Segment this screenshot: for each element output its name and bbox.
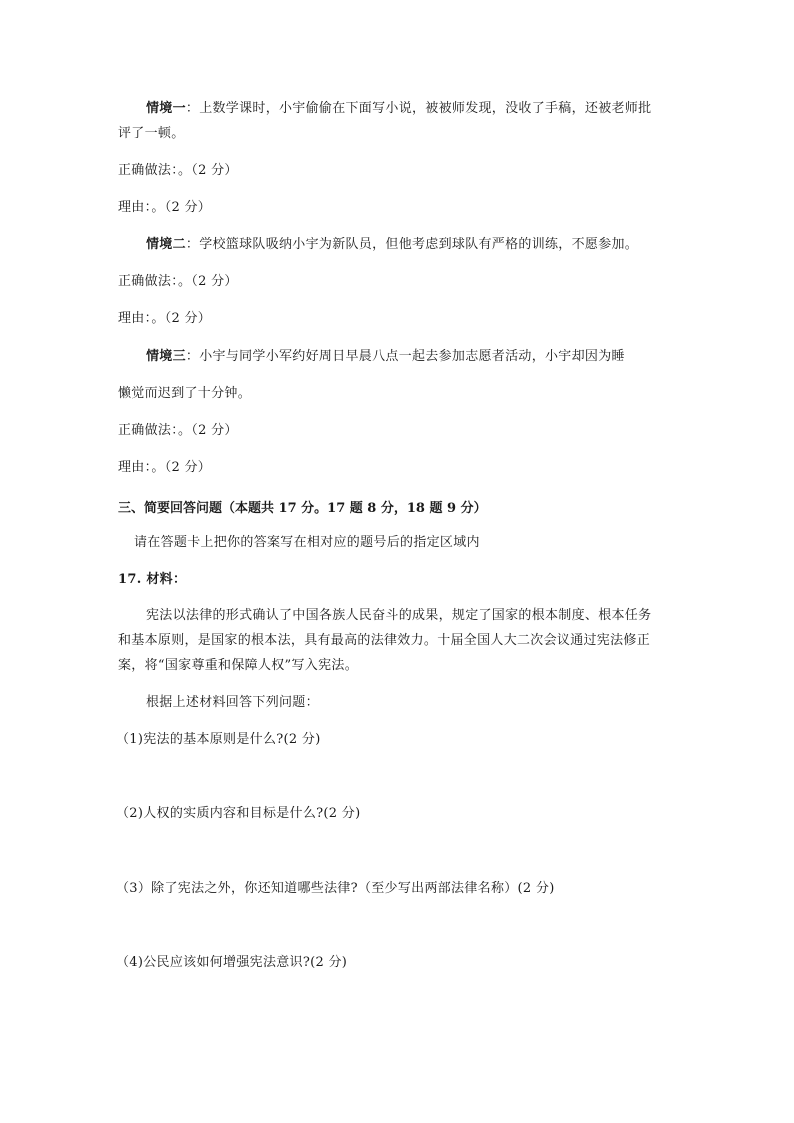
q17-sub2: （2)人权的实质内容和目标是什么?(2 分) xyxy=(116,806,361,821)
scenario1-line2: 评了一顿。 xyxy=(118,126,185,141)
scenario3-correct: 正确做法：。（2 分） xyxy=(118,423,238,438)
q17-sub4: （4)公民应该如何增强宪法意识?(2 分) xyxy=(116,955,348,970)
scenario1-label: 情境一 xyxy=(146,101,186,116)
scenario2-reason: 理由：。（2 分） xyxy=(118,311,212,326)
scenario2-label: 情境二 xyxy=(146,237,186,252)
q17-sub1: （1)宪法的基本原则是什么?(2 分) xyxy=(116,732,321,747)
scenario1-correct: 正确做法：。（2 分） xyxy=(118,163,238,178)
section3-heading: 三、简要回答问题（本题共 17 分。17 题 8 分，18 题 9 分） xyxy=(118,501,487,516)
q17-material-line3: 案，将“国家尊重和保障人权”写入宪法。 xyxy=(118,658,358,673)
q17-material-line1: 宪法以法律的形式确认了中国各族人民奋斗的成果，规定了国家的根本制度、根本任务 xyxy=(146,608,652,623)
q17-prompt: 根据上述材料回答下列问题： xyxy=(146,695,319,710)
section3-instruction: 请在答题卡上把你的答案写在相对应的题号后的指定区域内 xyxy=(134,535,480,550)
scenario2-correct: 正确做法：。（2 分） xyxy=(118,274,238,289)
q17-title: 17. 材料： xyxy=(118,572,187,587)
scenario2-line1 xyxy=(146,237,638,253)
scenario2-text1: ：学校篮球队吸纳小宇为新队员，但他考虑到球队有严格的训练，不愿参加。 xyxy=(185,237,639,252)
scenario1-line1 xyxy=(146,101,651,117)
scenario1-text1: ：上数学课时，小宇偷偷在下面写小说，被被师发现，没收了手稿，还被老师批 xyxy=(185,101,652,116)
scenario3-line1 xyxy=(146,349,625,365)
q17-material-line2: 和基本原则，是国家的根本法，具有最高的法律效力。十届全国人大二次会议通过宪法修正 xyxy=(118,633,651,648)
scenario3-reason: 理由：。（2 分） xyxy=(118,460,212,475)
scenario3-label: 情境三 xyxy=(146,349,186,364)
scenario3-text1: ：小宇与同学小军约好周日早晨八点一起去参加志愿者活动，小宇却因为睡 xyxy=(185,349,625,364)
scenario1-reason: 理由：。（2 分） xyxy=(118,200,212,215)
scenario3-line2: 懒觉而迟到了十分钟。 xyxy=(118,386,252,401)
q17-sub3: （3）除了宪法之外，你还知道哪些法律?（至少写出两部法律名称）(2 分) xyxy=(116,881,555,896)
